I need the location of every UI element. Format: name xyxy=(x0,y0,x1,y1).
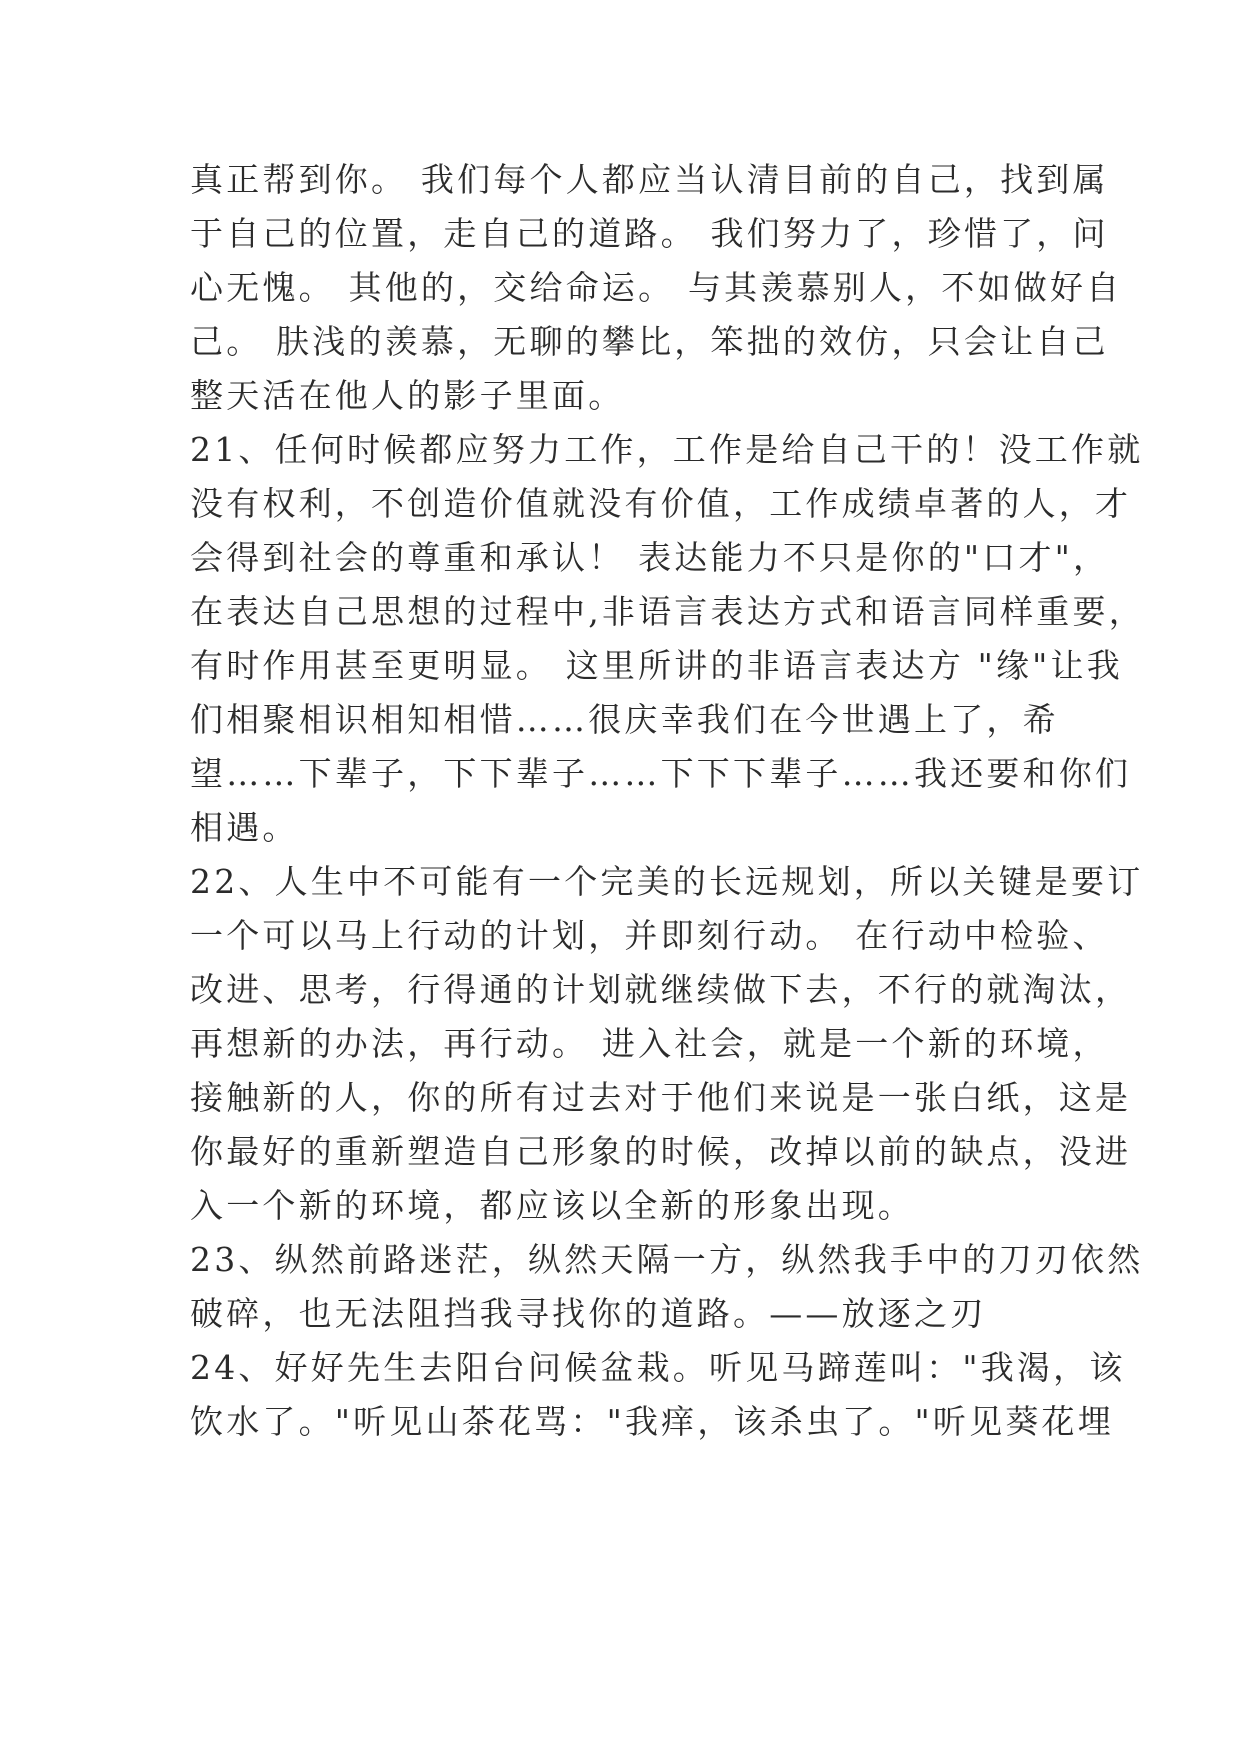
text-line: 整天活在他人的影子里面。 xyxy=(190,376,625,415)
text-line: 有时作用甚至更明显。 这里所讲的非语言表达方 "缘"让我 xyxy=(190,646,1123,685)
text-line: 21、任何时候都应努力工作，工作是给自己干的！没工作就 xyxy=(190,430,1144,469)
text-line: 饮水了。"听见山茶花骂："我痒，该杀虫了。"听见葵花埋 xyxy=(190,1402,1114,1441)
text-line: 23、纵然前路迷茫，纵然天隔一方，纵然我手中的刀刃依然 xyxy=(190,1240,1144,1279)
text-line: 破碎，也无法阻挡我寻找你的道路。——放逐之刃 xyxy=(190,1294,987,1333)
text-line: 心无愧。 其他的，交给命运。 与其羡慕别人，不如做好自 xyxy=(190,268,1123,307)
text-line: 真正帮到你。 我们每个人都应当认清目前的自己，找到属 xyxy=(190,160,1109,199)
text-line: 你最好的重新塑造自己形象的时候，改掉以前的缺点，没进 xyxy=(190,1132,1132,1171)
text-line: 望……下辈子，下下辈子……下下下辈子……我还要和你们 xyxy=(190,754,1132,793)
text-line: 22、人生中不可能有一个完美的长远规划，所以关键是要订 xyxy=(190,862,1144,901)
text-line: 相遇。 xyxy=(190,808,299,847)
text-line: 们相聚相识相知相惜……很庆幸我们在今世遇上了，希 xyxy=(190,700,1059,739)
text-line: 再想新的办法，再行动。 进入社会，就是一个新的环境， xyxy=(190,1024,1109,1063)
text-line: 己。 肤浅的羡慕，无聊的攀比，笨拙的效仿，只会让自己 xyxy=(190,322,1109,361)
text-line: 会得到社会的尊重和承认！ 表达能力不只是你的"口才"， xyxy=(190,538,1110,577)
text-line: 在表达自己思想的过程中,非语言表达方式和语言同样重要， xyxy=(190,592,1145,631)
text-line: 一个可以马上行动的计划，并即刻行动。 在行动中检验、 xyxy=(190,916,1109,955)
text-line: 24、好好先生去阳台问候盆栽。听见马蹄莲叫："我渴，该 xyxy=(190,1348,1126,1387)
text-line: 于自己的位置，走自己的道路。 我们努力了，珍惜了，问 xyxy=(190,214,1109,253)
text-line: 改进、思考，行得通的计划就继续做下去，不行的就淘汰， xyxy=(190,970,1132,1009)
text-line: 接触新的人，你的所有过去对于他们来说是一张白纸，这是 xyxy=(190,1078,1132,1117)
text-line: 入一个新的环境，都应该以全新的形象出现。 xyxy=(190,1186,914,1225)
text-line: 没有权利，不创造价值就没有价值，工作成绩卓著的人，才 xyxy=(190,484,1132,523)
